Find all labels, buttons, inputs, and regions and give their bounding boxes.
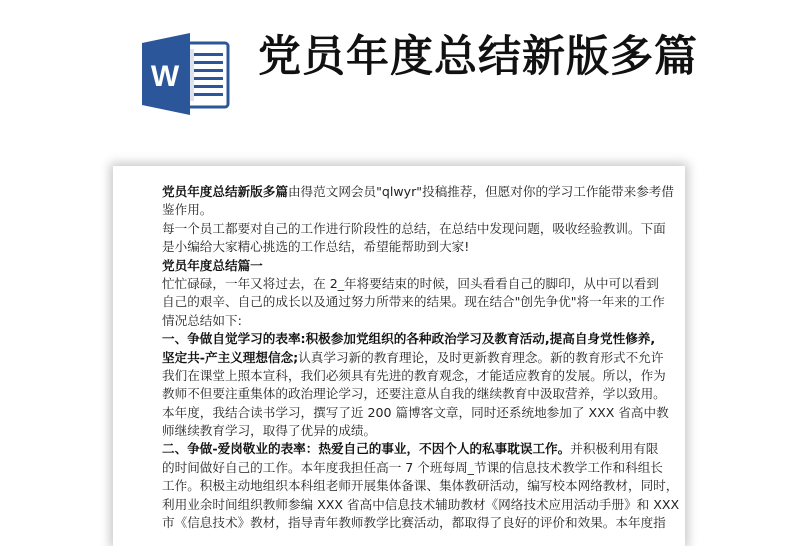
text-segment: 情况总结如下: <box>162 312 242 328</box>
bold-text: 坚定共-产主义理想信念; <box>162 349 299 365</box>
bold-text: 二、争做-爱岗敬业的表率：热爱自己的事业，不因个人的私事耽误工作。 <box>162 441 571 457</box>
text-line <box>162 220 682 238</box>
text-line <box>162 183 682 201</box>
text-line <box>162 385 682 403</box>
text-line <box>162 349 682 367</box>
word-document-icon <box>140 33 232 115</box>
text-line <box>162 459 682 477</box>
text-segment: 教师不但要注重集体的政治理论学习，还要注意从自我的继续教育中汲取营养，学以致用。 <box>162 386 666 402</box>
text-segment: 我们在课堂上照本宣科，我们必须具有先进的教育观念，才能适应教育的发展。所以，作为 <box>162 367 666 383</box>
text-line <box>162 422 682 440</box>
text-segment: 本年度，我结合读书学习，撰写了近 200 篇博客文章，同时还系统地参加了 XXX 省高中教 <box>162 404 669 420</box>
document-header <box>0 0 800 150</box>
svg-text:W: W <box>150 60 180 93</box>
text-line <box>162 238 682 256</box>
text-line <box>162 257 682 275</box>
text-line <box>162 477 682 495</box>
text-segment: 的时间做好自己的工作。本年度我担任高一 7 个班每周_节课的信息技术教学工作和科组长 <box>162 459 663 475</box>
text-segment: 工作。积极主动地组织本科组老师开展集体备课、集体教研活动，编写校本网络教材，同时， <box>162 478 679 494</box>
text-line <box>162 293 682 311</box>
text-segment: 忙忙碌碌，一年又将过去，在 2_年将要结束的时候，回头看看自己的脚印，从中可以看到 <box>162 275 659 291</box>
text-line <box>162 440 682 458</box>
text-line <box>162 312 682 330</box>
text-segment: 由得范文网会员"qlwyr"投稿推荐，但愿对你的学习工作能带来参考借 <box>287 184 674 199</box>
text-line <box>162 367 682 385</box>
page-title: 党员年度总结新版多篇 <box>258 32 698 82</box>
text-segment: 师继续教育学习，取得了优异的成绩。 <box>162 423 377 439</box>
bold-text: 党员年度总结篇一 <box>162 257 263 273</box>
bold-text: 一、争做自觉学习的表率:积极参加党组织的各种政治学习及教育活动,提高自身党性修养, <box>162 331 656 347</box>
text-segment: 认真学习新的教育理论，及时更新教育理念。新的教育形式不允许 <box>298 349 664 365</box>
document-body <box>162 183 682 532</box>
text-line <box>162 330 682 348</box>
text-line <box>162 275 682 293</box>
text-line <box>162 404 682 422</box>
text-segment: 每一个员工都要对自己的工作进行阶段性的总结，在总结中发现问题，吸收经验教训。下面 <box>162 220 666 236</box>
text-segment: 市《信息技术》教材，指导青年教师教学比赛活动，都取得了良好的评价和效果。本年度指 <box>162 515 666 531</box>
text-segment: 并积极利用有限 <box>570 441 659 457</box>
text-line <box>162 514 682 532</box>
text-line <box>162 201 682 219</box>
text-segment: 鉴作用。 <box>162 202 213 218</box>
text-segment: 自己的艰辛、自己的成长以及通过努力所带来的结果。现在结合"创先争优"将一年来的工作 <box>162 294 665 310</box>
text-segment: 是小编给大家精心挑选的工作总结，希望能帮助到大家! <box>162 239 470 255</box>
bold-text: 党员年度总结新版多篇 <box>162 184 288 199</box>
text-segment: 利用业余时间组织教师参编 XXX 省高中信息技术辅助教材《网络技术应用活动手册》和 XXX <box>162 496 680 512</box>
text-line <box>162 496 682 514</box>
